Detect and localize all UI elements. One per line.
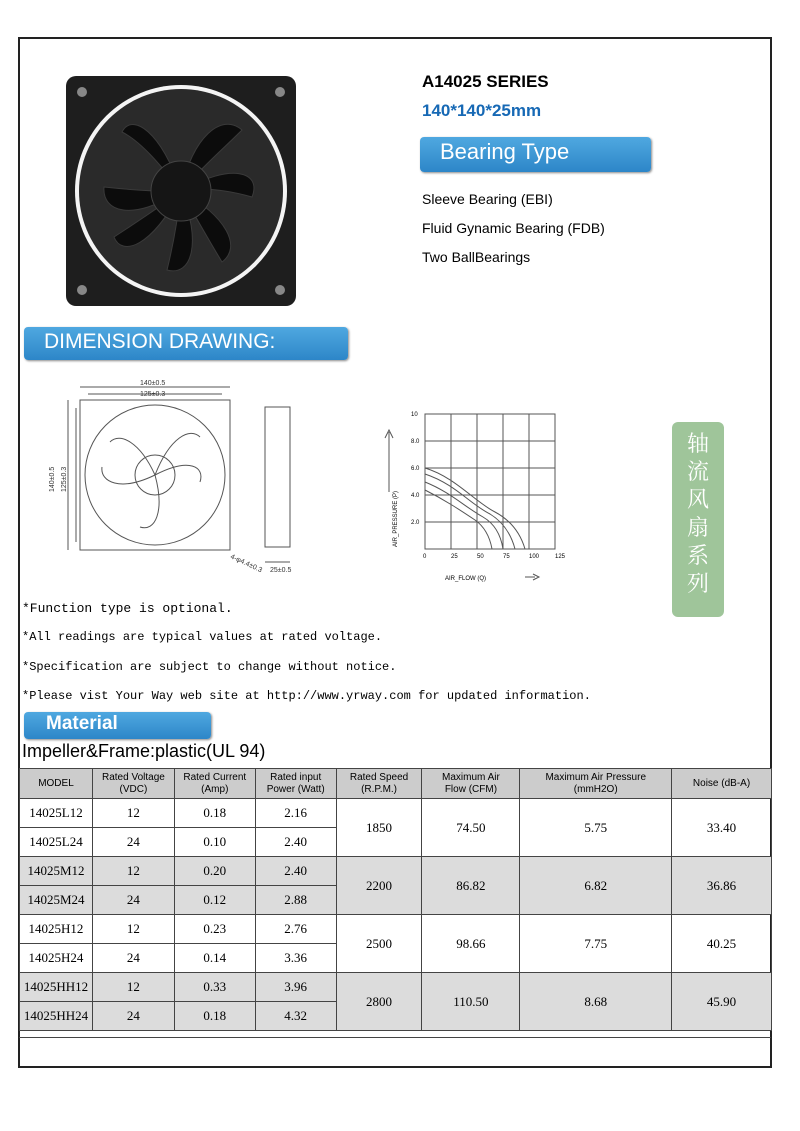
table-row	[20, 915, 772, 944]
table-cell: 0.20	[174, 857, 255, 886]
table-cell: 1850	[336, 799, 422, 857]
col-model: MODEL	[20, 769, 93, 799]
xtick: 125	[555, 554, 566, 560]
table-cell: 2.40	[255, 828, 336, 857]
table-cell: 3.36	[255, 944, 336, 973]
table-cell: 2500	[336, 915, 422, 973]
table-cell: 14025M24	[20, 886, 93, 915]
series-title: A14025 SERIES	[422, 72, 549, 91]
table-cell: 24	[92, 944, 174, 973]
table-cell: 8.68	[520, 973, 672, 1031]
dim-140v-label: 140±0.5	[49, 466, 56, 492]
bearing-item: Sleeve Bearing (EBI)	[422, 191, 553, 207]
table-cell: 6.82	[520, 857, 672, 915]
table-cell: 14025M12	[20, 857, 93, 886]
note: *Please vist Your Way web site at http://www.yrway.com for updated information.	[22, 689, 591, 703]
xtick: 50	[477, 554, 484, 560]
table-cell: 2200	[336, 857, 422, 915]
x-axis-label: AIR_FLOW (Q)	[445, 576, 487, 582]
table-cell: 2.76	[255, 915, 336, 944]
table-row	[20, 973, 772, 1002]
table-header-row	[20, 769, 772, 799]
table-cell: 0.14	[174, 944, 255, 973]
col-pressure: Maximum Air Pressure (mmH2O)	[520, 769, 672, 799]
table-cell: 5.75	[520, 799, 672, 857]
dimension-drawing	[40, 372, 310, 587]
table-cell: 4.32	[255, 1002, 336, 1031]
ytick: 2.0	[411, 520, 420, 526]
bearing-type-heading: Bearing Type	[420, 137, 651, 172]
material-text: Impeller&Frame:plastic(UL 94)	[22, 741, 266, 761]
table-cell: 0.10	[174, 828, 255, 857]
table-cell: 14025L12	[20, 799, 93, 828]
table-cell: 24	[92, 1002, 174, 1031]
table-row	[20, 857, 772, 886]
spec-table	[19, 768, 772, 1031]
ytick: 4.0	[411, 493, 420, 499]
bearing-item: Two BallBearings	[422, 249, 531, 265]
ytick: 10	[411, 412, 418, 418]
table-cell: 14025H12	[20, 915, 93, 944]
hole-label: 4-φ4.4±0.3	[229, 553, 263, 575]
side-char: 系	[686, 543, 709, 568]
depth-label: 25±0.5	[270, 567, 292, 574]
side-char: 流	[686, 459, 709, 484]
note: *All readings are typical values at rated voltage.	[22, 630, 383, 644]
note: *Function type is optional.	[22, 601, 233, 616]
table-cell: 0.12	[174, 886, 255, 915]
material-heading: Material	[24, 712, 211, 739]
table-footer-blank	[19, 1037, 771, 1068]
side-char: 列	[686, 571, 709, 596]
col-voltage: Rated Voltage (VDC)	[92, 769, 174, 799]
col-power: Rated input Power (Watt)	[255, 769, 336, 799]
table-cell: 12	[92, 973, 174, 1002]
table-cell: 7.75	[520, 915, 672, 973]
col-speed: Rated Speed (R.P.M.)	[336, 769, 422, 799]
table-cell: 0.18	[174, 799, 255, 828]
table-cell: 98.66	[422, 915, 520, 973]
table-cell: 12	[92, 915, 174, 944]
xtick: 0	[423, 554, 427, 560]
table-cell: 2.88	[255, 886, 336, 915]
dim-140-label: 140±0.5	[140, 380, 166, 387]
ytick: 8.0	[411, 439, 420, 445]
table-cell: 45.90	[672, 973, 772, 1031]
side-char: 扇	[686, 515, 709, 540]
table-cell: 24	[92, 828, 174, 857]
table-cell: 12	[92, 857, 174, 886]
note: *Specification are subject to change without notice.	[22, 660, 397, 674]
dim-125v-label: 125±0.3	[61, 466, 68, 492]
side-char: 风	[686, 487, 709, 512]
table-cell: 40.25	[672, 915, 772, 973]
col-current: Rated Current (Amp)	[174, 769, 255, 799]
table-cell: 0.18	[174, 1002, 255, 1031]
fan-photo	[62, 72, 300, 310]
ytick: 6.0	[411, 466, 420, 472]
table-cell: 12	[92, 799, 174, 828]
xtick: 100	[529, 554, 540, 560]
table-cell: 86.82	[422, 857, 520, 915]
col-airflow: Maximum Air Flow (CFM)	[422, 769, 520, 799]
pq-curve-chart	[375, 402, 585, 587]
xtick: 25	[451, 554, 458, 560]
table-cell: 14025HH12	[20, 973, 93, 1002]
axial-fan-series-label	[672, 422, 724, 617]
table-cell: 33.40	[672, 799, 772, 857]
bearing-item: Fluid Gynamic Bearing (FDB)	[422, 220, 605, 236]
table-cell: 0.33	[174, 973, 255, 1002]
table-cell: 36.86	[672, 857, 772, 915]
table-cell: 2.16	[255, 799, 336, 828]
table-cell: 110.50	[422, 973, 520, 1031]
size-subtitle: 140*140*25mm	[422, 101, 542, 120]
table-cell: 74.50	[422, 799, 520, 857]
table-cell: 14025HH24	[20, 1002, 93, 1031]
xtick: 75	[503, 554, 510, 560]
y-axis-label: AIR_PRESSURE (P)	[393, 490, 399, 547]
col-noise: Noise (dB-A)	[672, 769, 772, 799]
table-cell: 3.96	[255, 973, 336, 1002]
table-cell: 24	[92, 886, 174, 915]
side-char: 轴	[686, 431, 709, 456]
table-row	[20, 799, 772, 828]
table-cell: 14025H24	[20, 944, 93, 973]
table-cell: 2.40	[255, 857, 336, 886]
table-cell: 0.23	[174, 915, 255, 944]
table-cell: 2800	[336, 973, 422, 1031]
dimension-drawing-heading: DIMENSION DRAWING:	[24, 327, 348, 360]
table-cell: 14025L24	[20, 828, 93, 857]
dim-125-label: 125±0.3	[140, 391, 166, 398]
